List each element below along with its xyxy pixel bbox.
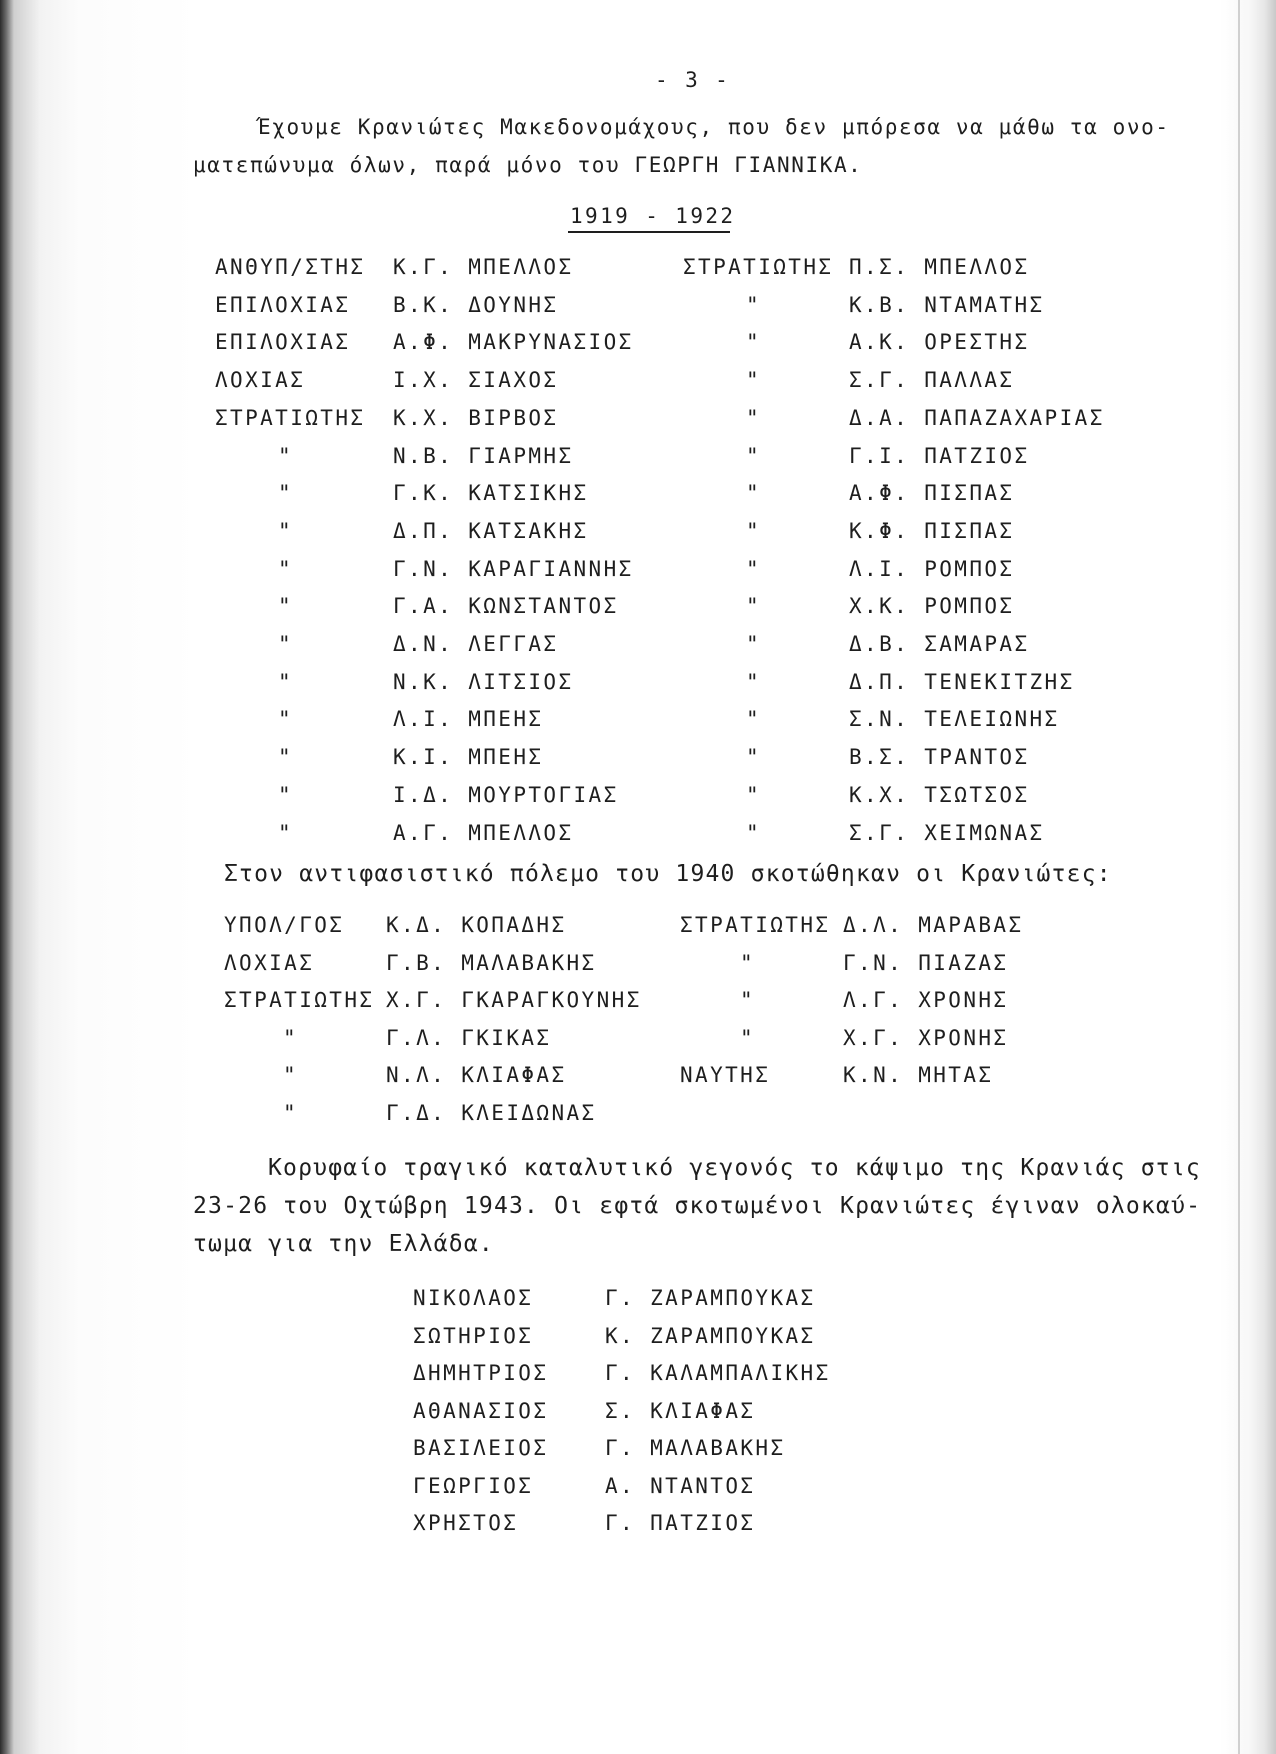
soldier-name: Λ.Γ. ΧΡΟΝΗΣ (843, 988, 1009, 1012)
soldier-name: Ν.Β. ΓΙΑΡΜΗΣ (393, 444, 574, 468)
victim-last-name: Γ. ΚΑΛΑΜΠΑΛΙΚΗΣ (605, 1361, 831, 1385)
soldier-rank: " (283, 1063, 299, 1087)
soldier-name: Δ.Π. ΤΕΝΕΚΙΤΖΗΣ (849, 670, 1075, 694)
victim-last-name: Σ. ΚΛΙΑΦΑΣ (605, 1399, 756, 1423)
soldier-rank: " (278, 481, 294, 505)
soldier-rank: " (278, 594, 294, 618)
soldier-name: Χ.Γ. ΓΚΑΡΑΓΚΟΥΝΗΣ (386, 988, 642, 1012)
period-heading-underline (568, 231, 730, 233)
soldier-rank: " (278, 670, 294, 694)
soldier-name: Β.Κ. ΔΟΥΝΗΣ (393, 293, 559, 317)
soldier-rank: " (278, 557, 294, 581)
soldier-name: Κ.Χ. ΤΣΩΤΣΟΣ (849, 783, 1030, 807)
soldier-name: Ν.Κ. ΛΙΤΣΙΟΣ (393, 670, 574, 694)
soldier-rank: ΣΤΡΑΤΙΩΤΗΣ (680, 913, 831, 937)
victim-last-name: Α. ΝΤΑΝΤΟΣ (605, 1474, 756, 1498)
soldier-name: Χ.Γ. ΧΡΟΝΗΣ (843, 1026, 1009, 1050)
soldier-rank: ΣΤΡΑΤΙΩΤΗΣ (683, 255, 834, 279)
soldier-rank: ΑΝΘΥΠ/ΣΤΗΣ (215, 255, 366, 279)
soldier-rank: " (746, 368, 762, 392)
soldier-name: Κ.Β. ΝΤΑΜΑΤΗΣ (849, 293, 1045, 317)
soldier-name: Γ.Κ. ΚΑΤΣΙΚΗΣ (393, 481, 589, 505)
soldier-name: Γ.Ν. ΚΑΡΑΓΙΑΝΝΗΣ (393, 557, 634, 581)
victim-first-name: ΒΑΣΙΛΕΙΟΣ (413, 1436, 549, 1460)
victim-last-name: Γ. ΠΑΤΖΙΟΣ (605, 1511, 756, 1535)
burning-line-3: τωμα για την Ελλάδα. (193, 1231, 494, 1257)
soldier-name: Δ.Ν. ΛΕΓΓΑΣ (393, 632, 559, 656)
war-1940-heading: Στον αντιφασιστικό πόλεμο του 1940 σκοτώθηκαν οι Κρανιώτες: (224, 861, 1112, 887)
soldier-rank: " (746, 707, 762, 731)
soldier-name: Κ.Χ. ΒΙΡΒΟΣ (393, 406, 559, 430)
victim-first-name: ΑΘΑΝΑΣΙΟΣ (413, 1399, 549, 1423)
soldier-rank: " (278, 821, 294, 845)
soldier-rank: " (746, 519, 762, 543)
soldier-rank: ΣΤΡΑΤΙΩΤΗΣ (215, 406, 366, 430)
soldier-rank: " (278, 745, 294, 769)
soldier-name: Κ.Ι. ΜΠΕΗΣ (393, 745, 544, 769)
soldier-rank: ΣΤΡΑΤΙΩΤΗΣ (224, 988, 375, 1012)
soldier-name: Σ.Ν. ΤΕΛΕΙΩΝΗΣ (849, 707, 1060, 731)
intro-line-2: ματεπώνυμα όλων, παρά μόνο του ΓΕΩΡΓΗ ΓΙΑΝΝΙΚΑ. (193, 153, 863, 177)
soldier-rank: " (746, 670, 762, 694)
soldier-rank: " (278, 707, 294, 731)
soldier-name: Γ.Β. ΜΑΛΑΒΑΚΗΣ (386, 951, 597, 975)
soldier-name: Λ.Ι. ΜΠΕΗΣ (393, 707, 544, 731)
page-fold (1238, 0, 1240, 1754)
soldier-name: Γ.Ν. ΠΙΑΖΑΣ (843, 951, 1009, 975)
soldier-rank: " (278, 519, 294, 543)
soldier-name: Α.Φ. ΜΑΚΡΥΝΑΣΙΟΣ (393, 330, 634, 354)
victim-last-name: Κ. ΖΑΡΑΜΠΟΥΚΑΣ (605, 1324, 816, 1348)
soldier-rank: " (740, 951, 756, 975)
page-number: - 3 - (655, 68, 731, 92)
soldier-rank: ΥΠΟΛ/ΓΟΣ (224, 913, 345, 937)
victim-first-name: ΝΙΚΟΛΑΟΣ (413, 1286, 534, 1310)
soldier-name: Κ.Δ. ΚΟΠΑΔΗΣ (386, 913, 567, 937)
soldier-rank: " (278, 783, 294, 807)
victim-first-name: ΣΩΤΗΡΙΟΣ (413, 1324, 534, 1348)
soldier-rank: ΛΟΧΙΑΣ (224, 951, 315, 975)
soldier-name: Σ.Γ. ΠΑΛΛΑΣ (849, 368, 1015, 392)
soldier-rank: " (278, 444, 294, 468)
soldier-name: Κ.Γ. ΜΠΕΛΛΟΣ (393, 255, 574, 279)
soldier-name: Δ.Β. ΣΑΜΑΡΑΣ (849, 632, 1030, 656)
soldier-name: Π.Σ. ΜΠΕΛΛΟΣ (849, 255, 1030, 279)
soldier-rank: ΝΑΥΤΗΣ (680, 1063, 771, 1087)
soldier-name: Ν.Λ. ΚΛΙΑΦΑΣ (386, 1063, 567, 1087)
soldier-name: Α.Γ. ΜΠΕΛΛΟΣ (393, 821, 574, 845)
soldier-rank: " (746, 406, 762, 430)
soldier-name: Ι.Χ. ΣΙΑΧΟΣ (393, 368, 559, 392)
soldier-name: Κ.Φ. ΠΙΣΠΑΣ (849, 519, 1015, 543)
victim-first-name: ΧΡΗΣΤΟΣ (413, 1511, 519, 1535)
soldier-rank: " (283, 1026, 299, 1050)
victim-last-name: Γ. ΜΑΛΑΒΑΚΗΣ (605, 1436, 786, 1460)
victim-last-name: Γ. ΖΑΡΑΜΠΟΥΚΑΣ (605, 1286, 816, 1310)
soldier-rank: " (740, 1026, 756, 1050)
soldier-rank: " (746, 330, 762, 354)
soldier-rank: " (746, 821, 762, 845)
period-heading: 1919 - 1922 (570, 204, 736, 228)
burning-line-1: Κορυφαίο τραγικό καταλυτικό γεγονός το κάψιμο της Κρανιάς στις (268, 1155, 1201, 1181)
soldier-name: Ι.Δ. ΜΟΥΡΤΟΓΙΑΣ (393, 783, 619, 807)
victim-first-name: ΔΗΜΗΤΡΙΟΣ (413, 1361, 549, 1385)
soldier-name: Λ.Ι. ΡΟΜΠΟΣ (849, 557, 1015, 581)
soldier-name: Γ.Α. ΚΩΝΣΤΑΝΤΟΣ (393, 594, 619, 618)
soldier-rank: " (746, 444, 762, 468)
soldier-rank: ΕΠΙΛΟΧΙΑΣ (215, 293, 351, 317)
soldier-rank: ΕΠΙΛΟΧΙΑΣ (215, 330, 351, 354)
soldier-rank: " (746, 481, 762, 505)
soldier-name: Α.Φ. ΠΙΣΠΑΣ (849, 481, 1015, 505)
soldier-rank: " (746, 783, 762, 807)
soldier-rank: " (740, 988, 756, 1012)
soldier-name: Χ.Κ. ΡΟΜΠΟΣ (849, 594, 1015, 618)
soldier-rank: ΛΟΧΙΑΣ (215, 368, 306, 392)
victim-first-name: ΓΕΩΡΓΙΟΣ (413, 1474, 534, 1498)
soldier-name: Δ.Λ. ΜΑΡΑΒΑΣ (843, 913, 1024, 937)
intro-line-1: Έχουμε Κρανιώτες Μακεδονομάχους, που δεν μπόρεσα να μάθω τα ονο- (258, 115, 1170, 139)
soldier-rank: " (746, 594, 762, 618)
soldier-name: Α.Κ. ΟΡΕΣΤΗΣ (849, 330, 1030, 354)
soldier-name: Δ.Α. ΠΑΠΑΖΑΧΑΡΙΑΣ (849, 406, 1105, 430)
soldier-name: Β.Σ. ΤΡΑΝΤΟΣ (849, 745, 1030, 769)
soldier-rank: " (283, 1101, 299, 1125)
soldier-name: Γ.Ι. ΠΑΤΖΙΟΣ (849, 444, 1030, 468)
soldier-rank: " (746, 557, 762, 581)
soldier-name: Κ.Ν. ΜΗΤΑΣ (843, 1063, 994, 1087)
soldier-name: Σ.Γ. ΧΕΙΜΩΝΑΣ (849, 821, 1045, 845)
soldier-name: Γ.Δ. ΚΛΕΙΔΩΝΑΣ (386, 1101, 597, 1125)
soldier-rank: " (746, 632, 762, 656)
soldier-name: Γ.Λ. ΓΚΙΚΑΣ (386, 1026, 552, 1050)
soldier-rank: " (746, 745, 762, 769)
soldier-name: Δ.Π. ΚΑΤΣΑΚΗΣ (393, 519, 589, 543)
soldier-rank: " (278, 632, 294, 656)
burning-line-2: 23-26 του Οχτώβρη 1943. Οι εφτά σκοτωμένοι Κρανιώτες έγιναν ολοκαύ- (193, 1193, 1202, 1219)
soldier-rank: " (746, 293, 762, 317)
